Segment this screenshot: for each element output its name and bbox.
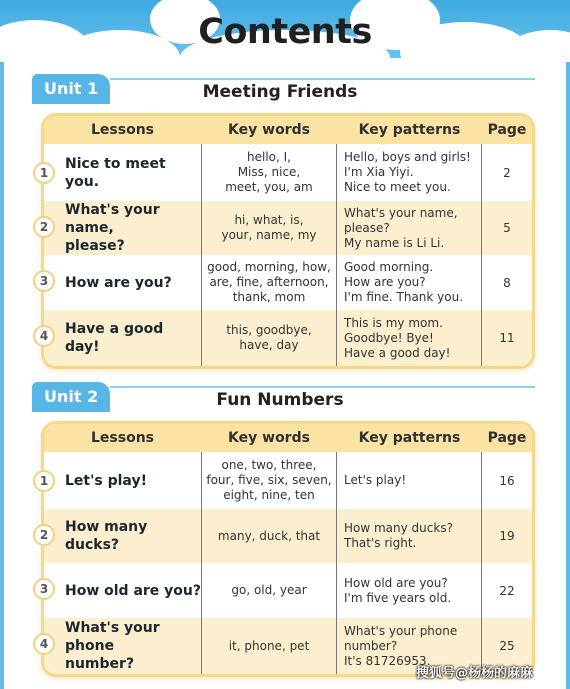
key-words: it, phone, pet (201, 618, 337, 674)
contents-table (44, 424, 532, 674)
key-words: many, duck, that (201, 509, 337, 563)
lesson-number-badge: 2 (33, 524, 55, 546)
page-title: Contents (198, 12, 372, 52)
banner-bottom (0, 58, 570, 74)
key-patterns: How many ducks? That's right. (337, 509, 482, 563)
col-key-patterns: Key patterns (358, 122, 461, 138)
unit-title: Meeting Friends (202, 82, 358, 102)
key-words: this, goodbye, have, day (201, 310, 337, 366)
page-number: 11 (499, 331, 515, 345)
lesson-number-badge: 3 (33, 578, 55, 600)
lesson-name: Let's play! (65, 472, 147, 489)
lesson-name: What's your phone number? (65, 620, 160, 672)
key-words: hello, I, Miss, nice, meet, you, am (201, 144, 337, 201)
lesson-number-badge: 1 (33, 162, 55, 184)
table-row (44, 509, 532, 563)
key-words: good, morning, how, are, fine, afternoon, thank, mom (201, 255, 337, 310)
table-row (44, 310, 532, 366)
page-number: 2 (503, 165, 511, 180)
page-number: 22 (499, 583, 515, 598)
page-number: 16 (499, 473, 515, 488)
unit-title: Fun Numbers (216, 390, 344, 410)
key-patterns: How old are you? I'm five years old. (337, 563, 482, 618)
key-patterns: What's your name, please? My name is Li Li. (337, 201, 482, 255)
left-border (0, 62, 4, 689)
col-key-patterns: Key patterns (358, 430, 461, 446)
contents-table (44, 116, 532, 366)
lesson-number-badge: 4 (33, 633, 55, 655)
key-patterns: Let's play! (337, 452, 482, 509)
col-lessons: Lessons (91, 430, 154, 446)
page-number: 5 (503, 221, 511, 235)
key-patterns: What's your phone number? It's 81726953. (337, 618, 482, 674)
lesson-name: What's your name, please? (65, 202, 160, 254)
table-header (44, 116, 532, 144)
key-words: hi, what, is, your, name, my (201, 201, 337, 255)
col-key-words: Key words (228, 122, 310, 138)
table-header (44, 424, 532, 452)
table-row (44, 452, 532, 509)
page-number: 25 (499, 639, 515, 653)
key-patterns: This is my mom. Goodbye! Bye! Have a good day! (337, 310, 482, 366)
lesson-number-badge: 3 (33, 270, 55, 292)
key-patterns: Hello, boys and girls! I'm Xia Yiyi. Nice to meet you. (337, 144, 482, 201)
key-words: one, two, three, four, five, six, seven, eight, nine, ten (201, 452, 337, 509)
lesson-number-badge: 2 (33, 216, 55, 238)
lesson-name: How many ducks? (65, 519, 148, 553)
table-row (44, 201, 532, 255)
page-number: 8 (503, 275, 511, 290)
unit-divider (110, 386, 535, 388)
unit-divider (110, 78, 535, 80)
lesson-number-badge: 1 (33, 470, 55, 492)
lesson-name: Have a good day! (65, 321, 164, 355)
key-patterns: Good morning. How are you? I'm fine. Thank you. (337, 255, 482, 310)
table-row (44, 255, 532, 310)
lesson-name: Nice to meet you. (65, 155, 166, 190)
table-row (44, 144, 532, 201)
col-lessons: Lessons (91, 122, 154, 138)
lesson-name: How are you? (65, 274, 172, 291)
watermark: 搜狐号@杨杨的麻麻 (416, 666, 534, 681)
key-words: go, old, year (201, 563, 337, 618)
page-number: 19 (499, 529, 515, 543)
lesson-name: How old are you? (65, 582, 202, 599)
col-key-words: Key words (228, 430, 310, 446)
col-page: Page (487, 122, 527, 138)
right-border (566, 62, 570, 689)
unit-tab: Unit 1 (32, 74, 110, 104)
lesson-number-badge: 4 (33, 325, 55, 347)
unit-tab: Unit 2 (32, 382, 110, 412)
col-page: Page (487, 430, 527, 446)
table-row (44, 563, 532, 618)
